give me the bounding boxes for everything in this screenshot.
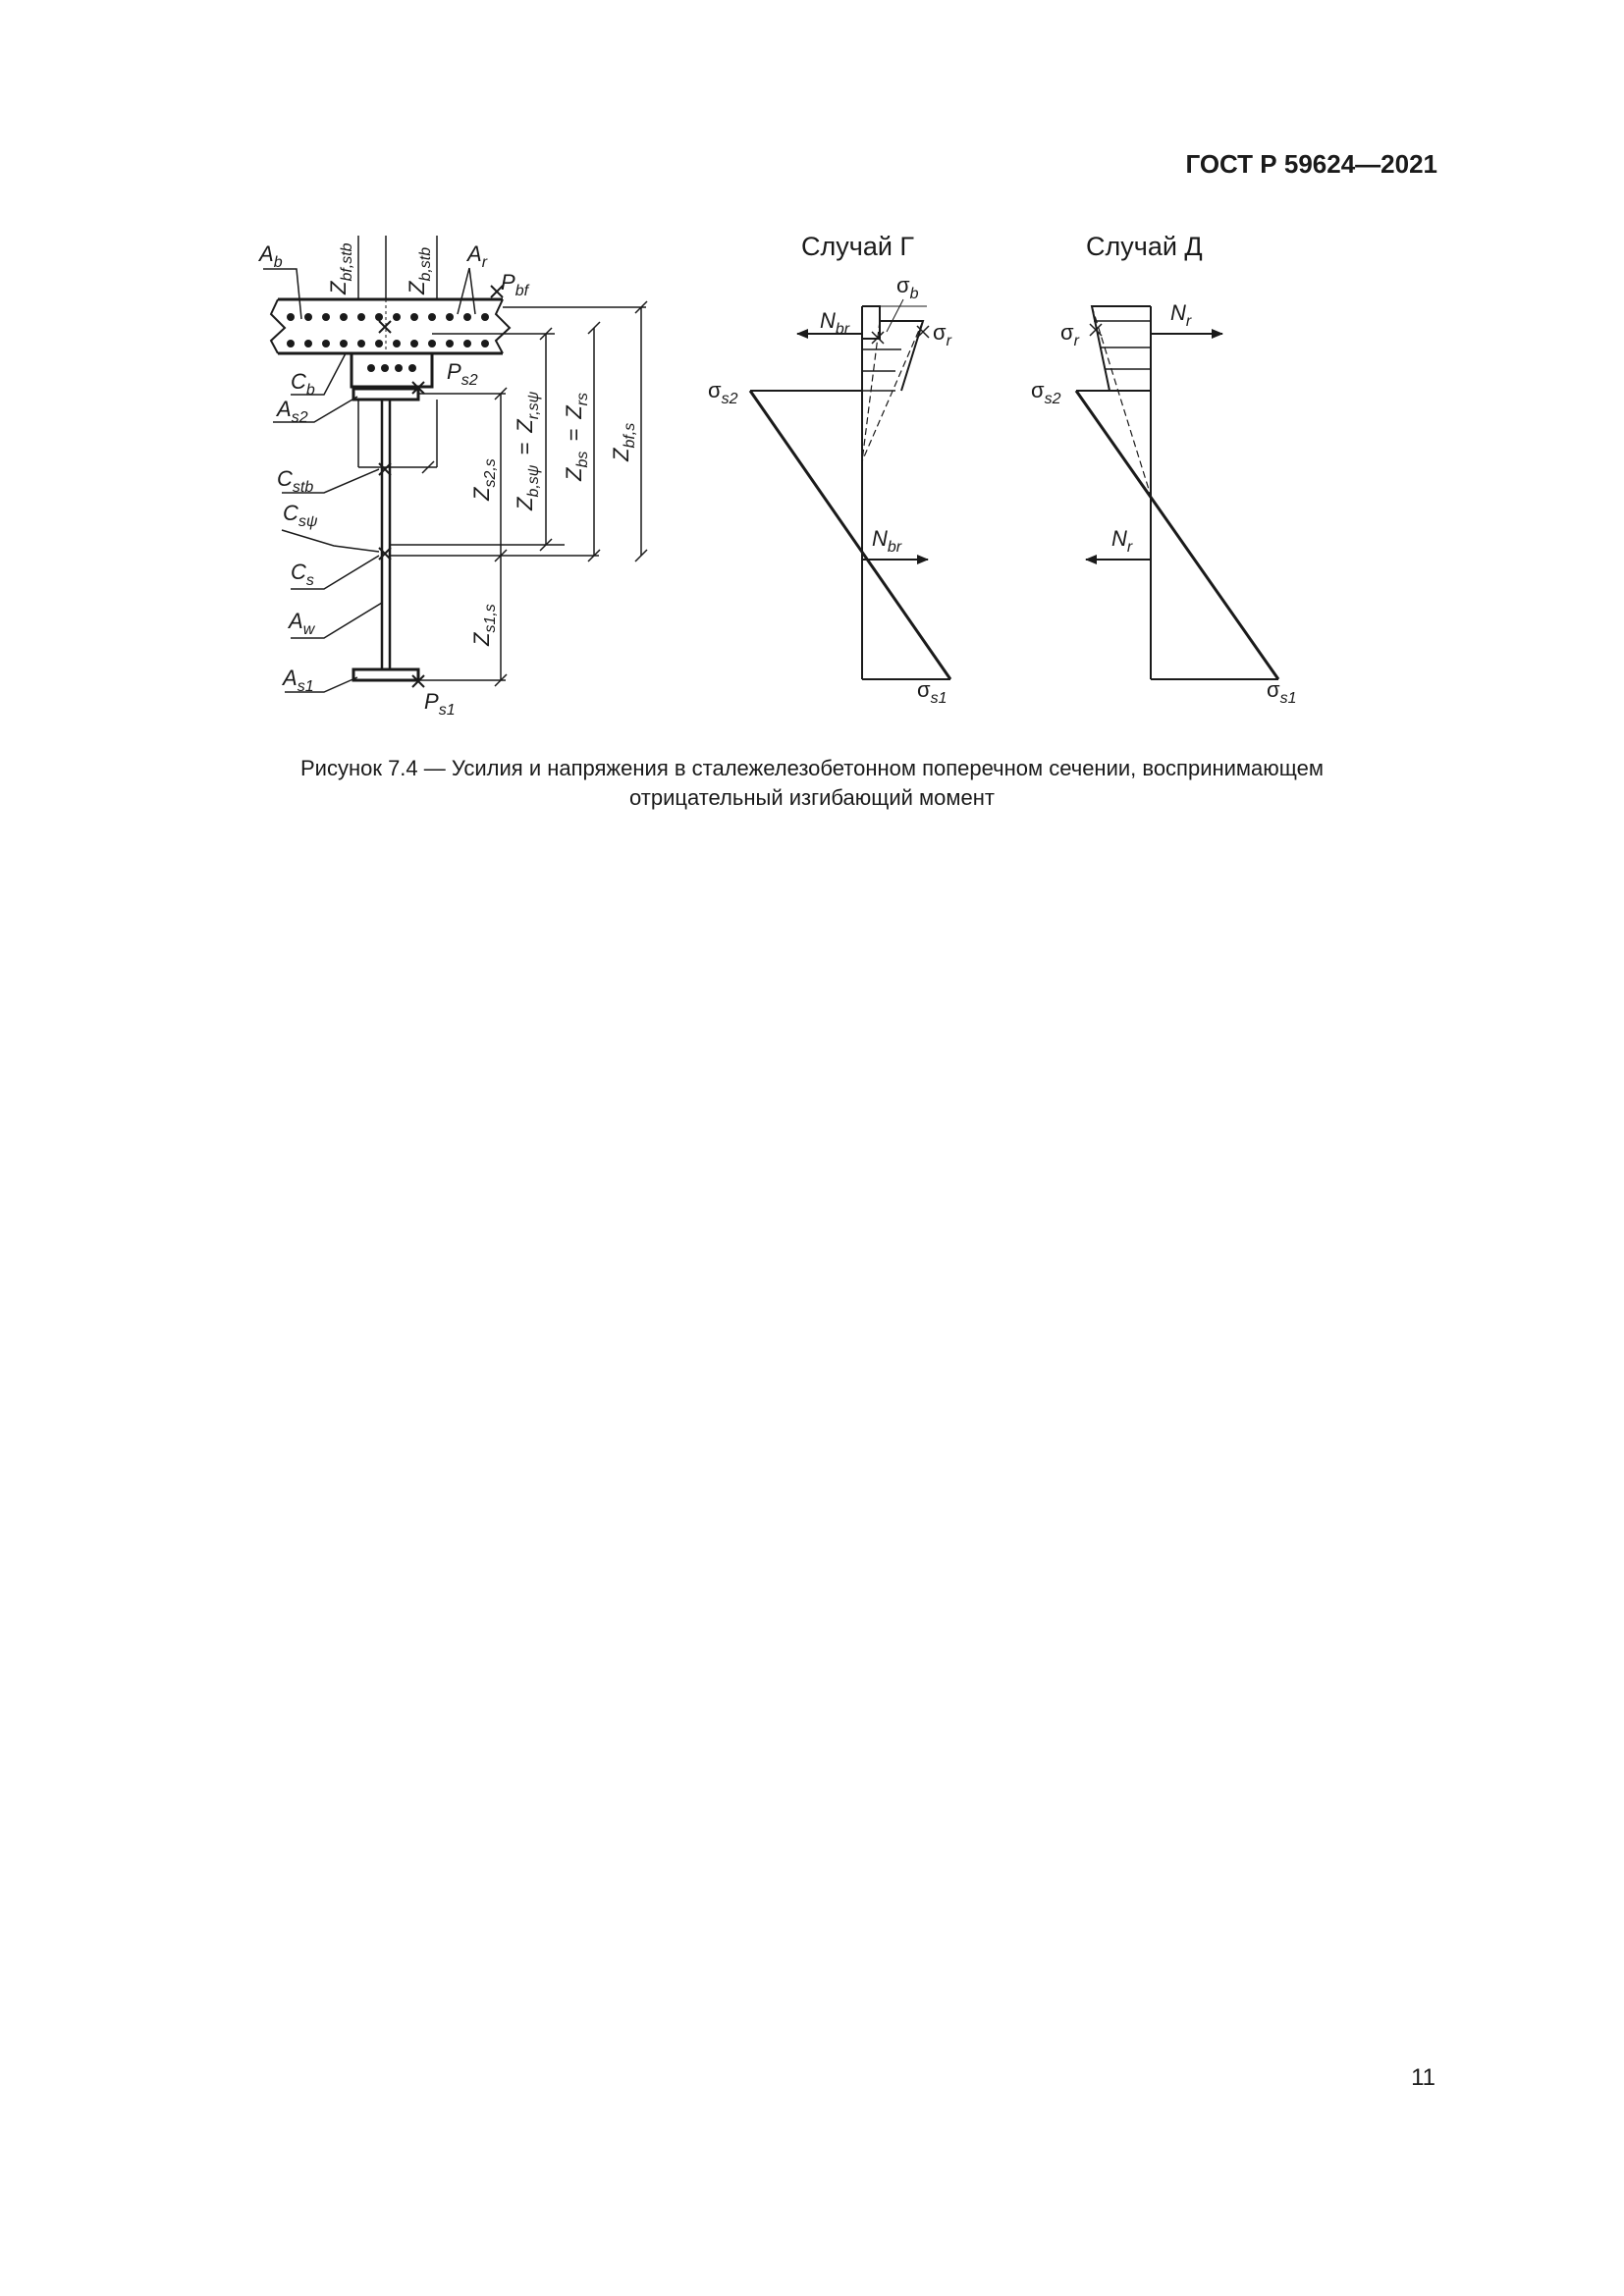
dimension-labels <box>326 242 638 647</box>
caption-line-1: Рисунок 7.4 — Усилия и напряжения в сталежелезобетонном поперечном сечении, воспринимающем <box>299 756 1325 780</box>
label-Ab: $A_b$ <box>259 241 283 271</box>
label-sigma-s2-d: $\sigma_{s2}$ <box>1031 378 1061 407</box>
rebar-bottom-row <box>287 340 489 347</box>
label-Pbf: $P_{bf}$ <box>501 270 529 299</box>
label-sigma-s1-g: $\sigma_{s1}$ <box>917 677 947 707</box>
diagram-case-g-labels <box>708 273 952 707</box>
label-sigma-s2-g: $\sigma_{s2}$ <box>708 378 738 407</box>
label-sigma-s1-d: $\sigma_{s1}$ <box>1267 677 1297 707</box>
label-Ps2: $P_{s2}$ <box>447 359 478 389</box>
label-Ps1: $P_{s1}$ <box>424 689 456 719</box>
label-Nbr-mid: $N_{br}$ <box>872 526 902 556</box>
rebar-top-row <box>287 313 489 321</box>
dim-zbspsi: $Z_{b,s\psi}=Z_{r,s\psi}$ <box>513 391 542 510</box>
case-d-title: Случай Д <box>1086 232 1203 261</box>
page-number: 11 <box>1411 2064 1435 2091</box>
label-sigma-b: $\sigma_b$ <box>896 273 919 302</box>
label-sigma-r-d: $\sigma_r$ <box>1060 320 1079 349</box>
case-g-title: Случай Г <box>801 232 915 261</box>
label-Cb: $C_b$ <box>291 369 315 399</box>
dim-zs2s: $Z_{s2,s}$ <box>469 458 499 501</box>
label-As1: $A_{s1}$ <box>283 666 314 695</box>
dim-zs1s: $Z_{s1,s}$ <box>469 604 499 646</box>
label-Nbr-top: $N_{br}$ <box>820 308 850 338</box>
label-sigma-r-g: $\sigma_r$ <box>933 320 951 349</box>
label-Cspsi: $C_{s\psi}$ <box>283 501 318 530</box>
standard-number: ГОСТ Р 59624—2021 <box>1185 149 1437 179</box>
dim-zbfstb: $Z_{bf,stb}$ <box>326 242 355 294</box>
label-Cstb: $C_{stb}$ <box>277 466 314 496</box>
label-Aw: $A_w$ <box>289 609 315 638</box>
label-Ar: $A_r$ <box>467 241 488 271</box>
dim-zbfs: $Z_{bf,s}$ <box>609 422 638 461</box>
figure-caption <box>147 754 1477 813</box>
figure-7-4 <box>0 0 1624 746</box>
diagram-case-d <box>1076 306 1278 679</box>
caption-line-2: отрицательный изгибающий момент <box>629 785 995 810</box>
dim-zbstb: $Z_{b,stb}$ <box>405 246 434 294</box>
rebar-haunch <box>367 364 416 372</box>
label-Nr-top: $N_r$ <box>1170 300 1192 330</box>
label-As2: $A_{s2}$ <box>277 397 308 426</box>
label-Cs: $C_s$ <box>291 560 314 589</box>
dim-zbs: $Z_{bs}=Z_{rs}$ <box>562 393 591 481</box>
label-Nr-mid: $N_r$ <box>1111 526 1133 556</box>
diagram-case-g <box>750 299 950 679</box>
